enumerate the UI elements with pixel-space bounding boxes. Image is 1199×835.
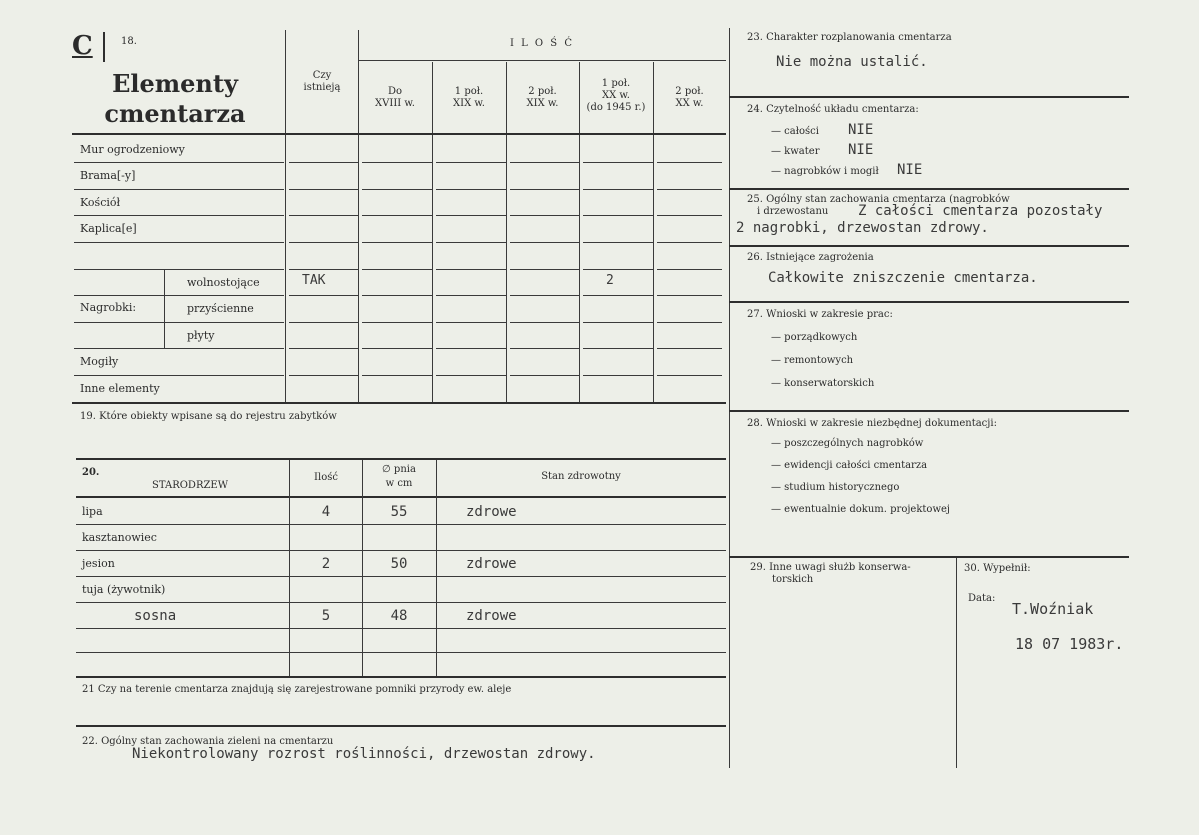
cell-line xyxy=(436,295,506,296)
cell-line xyxy=(289,215,358,216)
grid-line xyxy=(729,245,1129,247)
q25-label-line2: i drzewostanu xyxy=(757,206,829,217)
tree-count-3: 2 xyxy=(321,556,331,572)
tree-diam-5: 48 xyxy=(390,608,408,624)
trees-number: 20. xyxy=(82,467,100,478)
q24-answer-3: NIE xyxy=(897,162,923,178)
q30-date: 18 07 1983r. xyxy=(1015,635,1124,653)
q30-date-label: Data: xyxy=(968,593,996,604)
q28-item-1: — poszczególnych nagrobków xyxy=(771,438,924,449)
cell-line xyxy=(362,322,432,323)
nagrobki-exists-1: TAK xyxy=(302,273,326,288)
cell-line xyxy=(657,322,722,323)
q28-item-4: — ewentualnie dokum. projektowej xyxy=(771,504,951,515)
cell-line xyxy=(289,189,358,190)
cell-line xyxy=(657,269,722,270)
tree-row-line xyxy=(76,550,726,551)
cell-line xyxy=(436,348,506,349)
trees-count-header: Ilość xyxy=(314,472,338,483)
trees-health-header: Stan zdrowotny xyxy=(541,471,621,482)
ilosc-header: I L O Ś Ć xyxy=(509,38,574,49)
grid-line xyxy=(72,133,726,135)
period-header-4-line2: XX w. xyxy=(602,90,630,101)
q24-item-1: — całości xyxy=(771,126,819,137)
cell-line xyxy=(657,348,722,349)
section-number: 18. xyxy=(121,36,137,47)
period-header-1-line1: Do xyxy=(387,86,403,97)
period-header-2-line1: 1 poł. xyxy=(454,86,484,97)
cell-line xyxy=(657,375,722,376)
section-title-line2: cmentarza xyxy=(104,99,246,128)
nagrobki-type-2: przyścienne xyxy=(187,302,254,315)
q30-label: 30. Wypełnił: xyxy=(964,563,1031,574)
grid-line xyxy=(729,410,1129,412)
q24-item-2: — kwater xyxy=(771,146,820,157)
row-line xyxy=(74,269,284,270)
period-header-3-line2: XIX w. xyxy=(526,98,559,109)
q29-label-line1: 29. Inne uwagi służb konserwa- xyxy=(750,562,911,573)
period-header-2-line2: XIX w. xyxy=(453,98,485,109)
nagrobki-count-1: 2 xyxy=(606,273,614,288)
q24-item-3: — nagrobków i mogił xyxy=(771,166,879,177)
tree-health-3: zdrowe xyxy=(466,556,517,572)
period-header-5-line2: XX w. xyxy=(675,98,704,109)
cell-line xyxy=(583,375,653,376)
tree-count-1: 4 xyxy=(321,504,331,520)
row-line xyxy=(74,375,284,376)
q22-label: 22. Ogólny stan zachowania zieleni na cmentarzu xyxy=(82,736,334,747)
tree-health-5: zdrowe xyxy=(466,608,517,624)
cell-line xyxy=(289,162,358,163)
tree-health-1: zdrowe xyxy=(466,504,517,520)
cell-line xyxy=(289,242,358,243)
element-row-label-2: Brama[-y] xyxy=(80,169,136,182)
cell-line xyxy=(436,269,506,270)
cell-line xyxy=(583,215,653,216)
grid-line xyxy=(436,460,437,676)
row-line xyxy=(74,322,284,323)
tree-name-5: sosna xyxy=(134,608,177,624)
element-row-label-tail-1: Mogiły xyxy=(80,355,119,368)
q22-answer: Niekontrolowany rozrost roślinności, drzewostan zdrowy. xyxy=(132,746,596,762)
cell-line xyxy=(657,215,722,216)
period-header-1-line2: XVIII w. xyxy=(375,98,415,109)
q27-item-1: — porządkowych xyxy=(771,332,858,343)
grid-line xyxy=(432,62,433,402)
grid-line xyxy=(358,60,726,61)
cell-line xyxy=(436,322,506,323)
q26-answer: Całkowite zniszczenie cmentarza. xyxy=(768,270,1038,286)
q23-answer: Nie można ustalić. xyxy=(776,54,928,70)
cell-line xyxy=(657,242,722,243)
cell-line xyxy=(362,269,432,270)
q27-item-2: — remontowych xyxy=(771,355,854,366)
row-line xyxy=(74,348,284,349)
tree-count-5: 5 xyxy=(321,608,331,624)
cell-line xyxy=(583,322,653,323)
row-line xyxy=(74,295,284,296)
col-exists-header: Czy istnieją xyxy=(303,70,341,93)
cell-line xyxy=(583,189,653,190)
grid-line xyxy=(76,458,726,460)
trees-diam-header-2: w cm xyxy=(385,478,413,489)
cell-line xyxy=(510,348,579,349)
q25-answer-line2: 2 nagrobki, drzewostan zdrowy. xyxy=(736,220,989,236)
grid-line xyxy=(72,402,726,404)
cell-line xyxy=(436,375,506,376)
nagrobki-type-3: płyty xyxy=(187,329,215,342)
q19-label: 19. Które obiekty wpisane są do rejestru zabytków xyxy=(80,411,337,422)
period-header-3-line1: 2 poł. xyxy=(528,86,557,97)
q21-label: 21 Czy na terenie cmentarza znajdują się zarejestrowane pomniki przyrody ew. aleje xyxy=(82,684,512,695)
trees-name-header: STARODRZEW xyxy=(152,480,228,491)
cell-line xyxy=(583,162,653,163)
cell-line xyxy=(510,295,579,296)
tree-row-line xyxy=(76,524,726,525)
cell-line xyxy=(362,189,432,190)
row-line xyxy=(74,189,284,190)
cell-line xyxy=(289,295,358,296)
cell-line xyxy=(583,348,653,349)
grid-line xyxy=(579,62,580,402)
q23-label: 23. Charakter rozplanowania cmentarza xyxy=(747,32,952,43)
cell-line xyxy=(362,215,432,216)
cell-line xyxy=(362,295,432,296)
grid-line xyxy=(164,269,165,348)
cell-line xyxy=(583,295,653,296)
grid-line xyxy=(506,62,507,402)
cell-line xyxy=(289,348,358,349)
cell-line xyxy=(362,242,432,243)
element-row-label-tail-2: Inne elementy xyxy=(80,382,160,395)
q28-item-2: — ewidencji całości cmentarza xyxy=(771,460,928,471)
cell-line xyxy=(510,162,579,163)
cell-line xyxy=(362,348,432,349)
q25-label-line1: 25. Ogólny stan zachowania cmentarza (nagrobków xyxy=(747,194,1010,205)
column-divider xyxy=(729,28,730,768)
grid-line xyxy=(729,301,1129,303)
grid-line xyxy=(76,496,726,498)
q24-answer-1: NIE xyxy=(848,122,874,138)
tree-row-line xyxy=(76,652,726,653)
nagrobki-label: Nagrobki: xyxy=(80,301,137,314)
cell-line xyxy=(436,215,506,216)
q24-answer-2: NIE xyxy=(848,142,874,158)
cell-line xyxy=(657,162,722,163)
q26-label: 26. Istniejące zagrożenia xyxy=(747,252,874,263)
cell-line xyxy=(657,295,722,296)
cell-line xyxy=(436,189,506,190)
section-title-line1: Elementy xyxy=(112,69,238,98)
tree-name-2: kasztanowiec xyxy=(82,531,157,544)
cell-line xyxy=(657,189,722,190)
grid-line xyxy=(729,188,1129,190)
cell-line xyxy=(436,242,506,243)
cell-line xyxy=(510,215,579,216)
q30-filled-by: T.Woźniak xyxy=(1012,600,1094,618)
grid-line xyxy=(653,62,654,402)
element-row-label-3: Kościół xyxy=(80,196,121,209)
grid-line xyxy=(76,725,726,727)
cell-line xyxy=(510,269,579,270)
q29-label-line2: torskich xyxy=(772,574,814,585)
q27-label: 27. Wnioski w zakresie prac: xyxy=(747,309,893,320)
cell-line xyxy=(583,269,653,270)
cell-line xyxy=(510,189,579,190)
cell-line xyxy=(362,162,432,163)
row-line xyxy=(74,215,284,216)
card-letter: C xyxy=(72,31,93,61)
period-header-4-line1: 1 poł. xyxy=(601,78,631,89)
grid-line xyxy=(729,556,1129,558)
grid-line xyxy=(285,30,286,402)
tree-row-line xyxy=(76,602,726,603)
cell-line xyxy=(510,375,579,376)
cell-line xyxy=(510,242,579,243)
q27-item-3: — konserwatorskich xyxy=(771,378,875,389)
cell-line xyxy=(289,375,358,376)
q25-answer-line1: Z całości cmentarza pozostały xyxy=(858,203,1103,219)
cell-line xyxy=(583,242,653,243)
tree-row-line xyxy=(76,628,726,629)
period-header-5-line1: 2 poł. xyxy=(675,86,704,97)
grid-line xyxy=(76,676,726,678)
cell-line xyxy=(510,322,579,323)
letter-divider xyxy=(103,32,105,62)
row-line xyxy=(74,162,284,163)
q24-label: 24. Czytelność układu cmentarza: xyxy=(747,104,919,115)
q28-label: 28. Wnioski w zakresie niezbędnej dokumentacji: xyxy=(747,418,997,429)
card-letter-box xyxy=(72,30,106,64)
grid-line xyxy=(956,558,957,768)
cell-line xyxy=(289,269,358,270)
trees-diam-header-1: ∅ pnia xyxy=(382,464,416,475)
grid-line xyxy=(729,96,1129,98)
q28-item-3: — studium historycznego xyxy=(771,482,900,493)
cell-line xyxy=(436,162,506,163)
row-line xyxy=(74,242,284,243)
cell-line xyxy=(362,375,432,376)
tree-name-3: jesion xyxy=(82,557,115,570)
element-row-label-4: Kaplica[e] xyxy=(80,222,137,235)
tree-name-4: tuja (żywotnik) xyxy=(82,583,166,596)
element-row-label-1: Mur ogrodzeniowy xyxy=(80,143,185,156)
tree-diam-3: 50 xyxy=(390,556,408,572)
tree-diam-1: 55 xyxy=(390,504,408,520)
tree-row-line xyxy=(76,576,726,577)
nagrobki-type-1: wolnostojące xyxy=(187,276,260,289)
period-header-4-line3: (do 1945 r.) xyxy=(586,102,646,113)
cell-line xyxy=(289,322,358,323)
tree-name-1: lipa xyxy=(82,505,103,518)
